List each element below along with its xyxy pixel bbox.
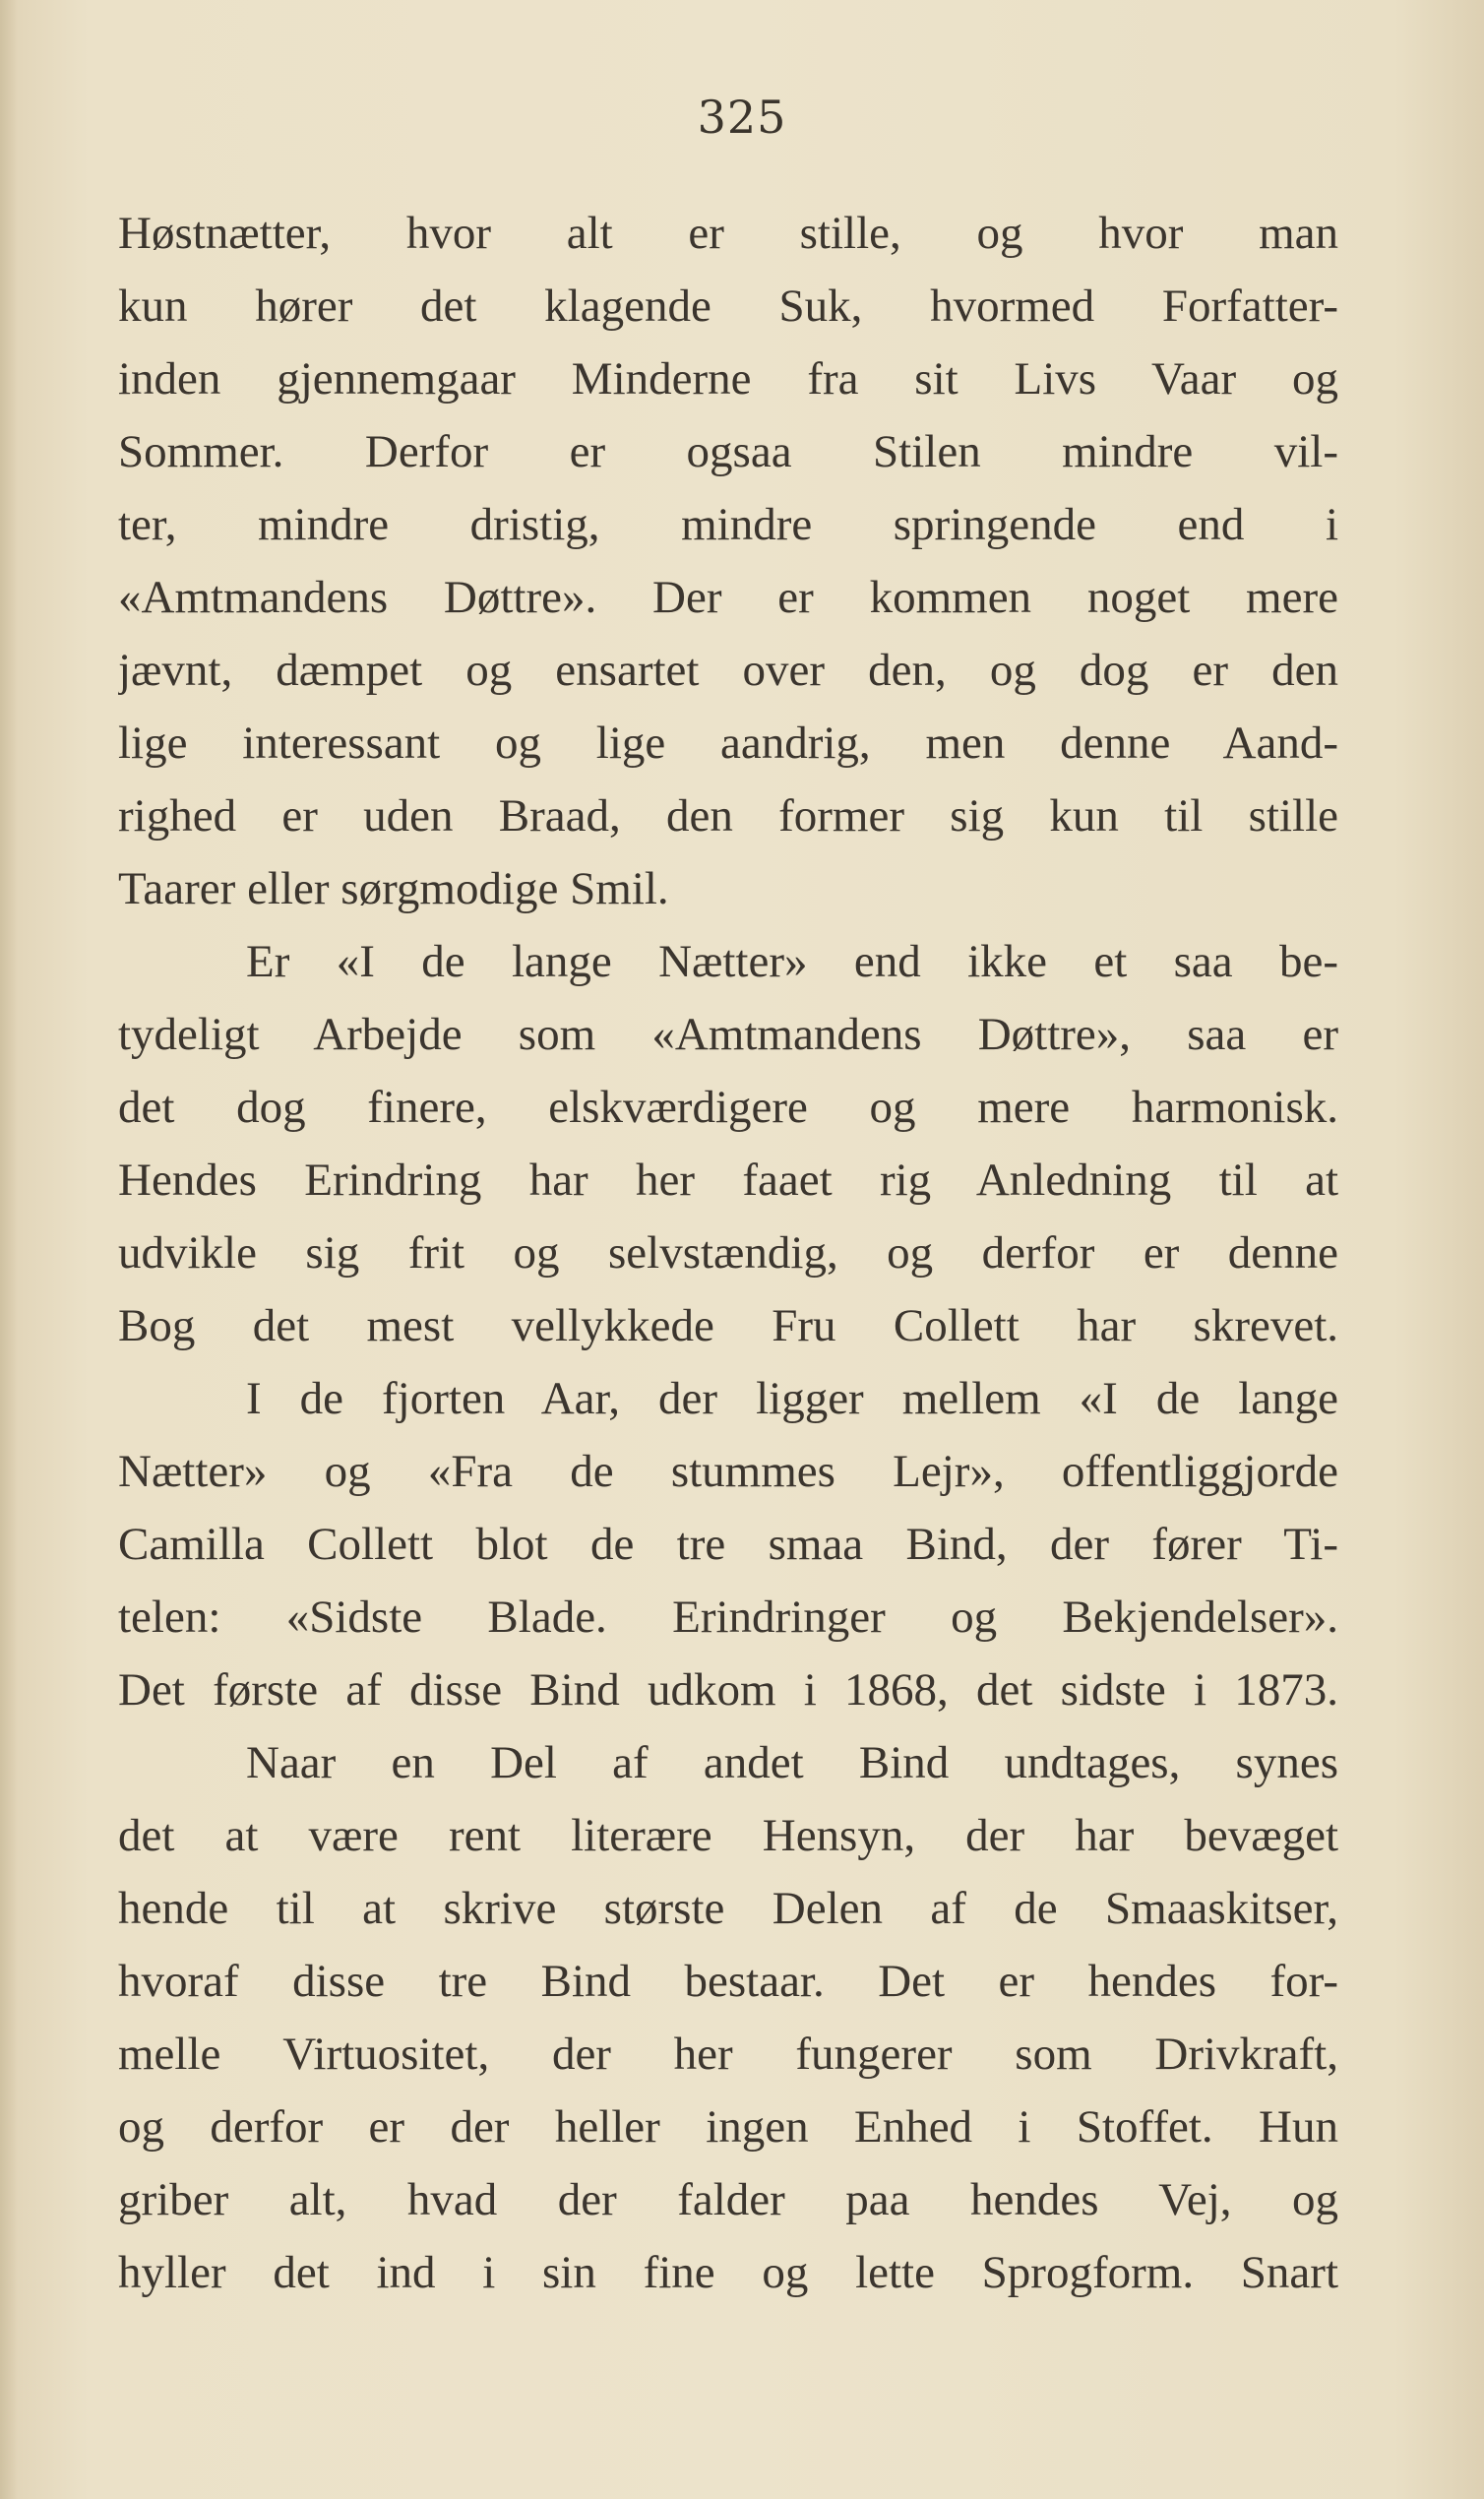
text-line: Er «I de lange Nætter» end ikke et saa be- (246, 936, 1338, 987)
text-line: ter, mindre dristig, mindre springende end i (118, 499, 1338, 550)
page-number: 325 (697, 91, 787, 144)
text-line: telen: «Sidste Blade. Erindringer og Bekjendelser». (118, 1592, 1338, 1643)
binding-edge (0, 0, 18, 2499)
text-line: Taarer eller sørgmodige Smil. (118, 863, 669, 914)
text-line: hende til at skrive største Delen af de Smaaskitser, (118, 1883, 1338, 1934)
text-line: lige interessant og lige aandrig, men denne Aand- (118, 718, 1338, 769)
text-line: griber alt, hvad der falder paa hendes Vej, og (118, 2174, 1338, 2225)
text-line: Bog det mest vellykkede Fru Collett har skrevet. (118, 1300, 1338, 1351)
text-line: Camilla Collett blot de tre smaa Bind, der fører Ti- (118, 1519, 1338, 1570)
text-line: Høstnætter, hvor alt er stille, og hvor man (118, 208, 1338, 259)
text-line: righed er uden Braad, den former sig kun til stille (118, 790, 1338, 842)
text-line: Det første af disse Bind udkom i 1868, det sidste i 1873. (118, 1664, 1338, 1716)
text-line: udvikle sig frit og selvstændig, og derfor er denne (118, 1227, 1338, 1279)
text-line: jævnt, dæmpet og ensartet over den, og dog er den (118, 645, 1338, 696)
text-line: tydeligt Arbejde som «Amtmandens Døttre», saa er (118, 1009, 1338, 1060)
text-line: Sommer. Derfor er ogsaa Stilen mindre vil- (118, 426, 1338, 477)
text-line: «Amtmandens Døttre». Der er kommen noget mere (118, 572, 1338, 623)
text-line: melle Virtuositet, der her fungerer som Drivkraft, (118, 2029, 1338, 2080)
text-line: Naar en Del af andet Bind undtages, synes (246, 1737, 1338, 1788)
text-line: og derfor er der heller ingen Enhed i Stoffet. Hun (118, 2101, 1338, 2153)
text-line: kun hører det klagende Suk, hvormed Forfatter- (118, 281, 1338, 332)
text-line: hyller det ind i sin fine og lette Sprogform. Snart (118, 2247, 1338, 2298)
text-line: det dog finere, elskværdigere og mere harmonisk. (118, 1082, 1338, 1133)
text-line: det at være rent literære Hensyn, der har bevæget (118, 1810, 1338, 1861)
text-line: hvoraf disse tre Bind bestaar. Det er hendes for- (118, 1956, 1338, 2007)
text-line: Nætter» og «Fra de stummes Lejr», offentliggjorde (118, 1446, 1338, 1497)
text-line: I de fjorten Aar, der ligger mellem «I de lange (246, 1373, 1338, 1424)
text-line: inden gjennemgaar Minderne fra sit Livs Vaar og (118, 353, 1338, 405)
text-line: Hendes Erindring har her faaet rig Anledning til at (118, 1155, 1338, 1206)
body-text (118, 197, 1338, 2309)
